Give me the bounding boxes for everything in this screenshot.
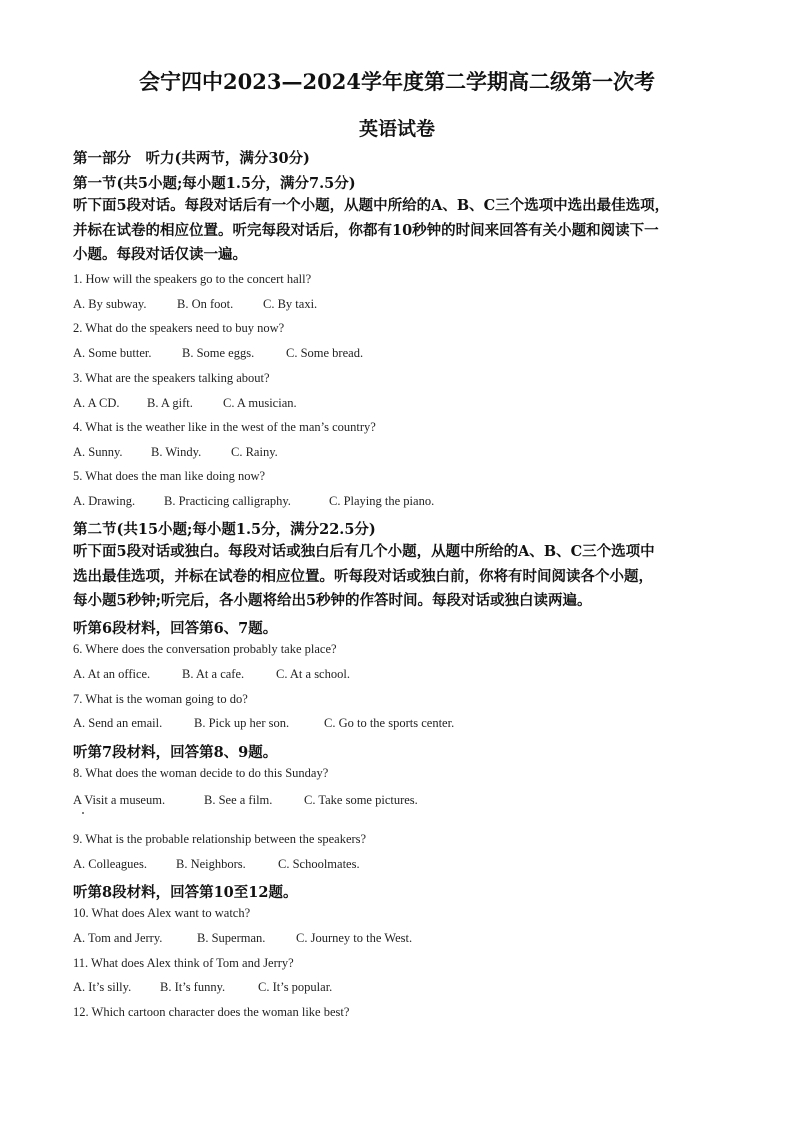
- option-a: A. A CD.: [73, 396, 120, 410]
- question-text: 12. Which cartoon character does the woman like best?: [73, 1005, 350, 1019]
- option-b: B. See a film.: [204, 793, 273, 807]
- option-b: B. A gift.: [147, 396, 193, 410]
- question-text: 1. How will the speakers go to the concert hall?: [73, 272, 312, 286]
- section-one-instruction: [73, 194, 725, 268]
- question-text: 4. What is the weather like in the west of the man’s country?: [73, 420, 376, 434]
- option-a: A. Colleagues.: [73, 857, 147, 871]
- option-b: B. Pick up her son.: [194, 716, 290, 730]
- option-a: A. Send an email.: [73, 716, 163, 730]
- instruction-line: 小题。每段对话仅读一遍。: [73, 246, 247, 263]
- question-options: [73, 346, 363, 361]
- option-c: C. Rainy.: [231, 445, 278, 459]
- option-b: B. Some eggs.: [182, 346, 255, 360]
- question-text: 6. Where does the conversation probably take place?: [73, 642, 337, 656]
- option-b: B. Practicing calligraphy.: [164, 494, 291, 508]
- question-text: 10. What does Alex want to watch?: [73, 906, 251, 920]
- question-options: [73, 980, 332, 995]
- question-text: 9. What is the probable relationship between the speakers?: [73, 832, 367, 846]
- option-c: C. At a school.: [276, 667, 350, 681]
- option-c: C. Playing the piano.: [329, 494, 435, 508]
- question-options: [73, 793, 418, 808]
- section-two-heading: 第二节(共15小题;每小题1.5分，满分22.5分): [73, 521, 376, 538]
- option-a: A. At an office.: [73, 667, 151, 681]
- instruction-line: 听下面5段对话或独白。每段对话或独白后有几个小题，从题中所给的A、B、C三个选项中: [73, 543, 655, 560]
- section-one-heading: 第一节(共5小题;每小题1.5分，满分7.5分): [73, 175, 356, 192]
- option-b: B. Windy.: [151, 445, 202, 459]
- question-text: 2. What do the speakers need to buy now?: [73, 321, 285, 335]
- question-options: [73, 667, 350, 682]
- option-a: A. By subway.: [73, 297, 147, 311]
- material-heading: 听第6段材料，回答第6、7题。: [73, 620, 278, 637]
- question-options: [73, 857, 360, 872]
- question-text: 5. What does the man like doing now?: [73, 469, 266, 483]
- material-heading: 听第8段材料，回答第10至12题。: [73, 884, 298, 901]
- option-b: B. Neighbors.: [176, 857, 246, 871]
- option-c: C. Go to the sports center.: [324, 716, 455, 730]
- option-a: A. Drawing.: [73, 494, 136, 508]
- option-b: B. At a cafe.: [182, 667, 245, 681]
- question-options: [73, 494, 434, 509]
- question-text: 7. What is the woman going to do?: [73, 692, 248, 706]
- option-c: C. By taxi.: [263, 297, 318, 311]
- option-c: C. Some bread.: [286, 346, 364, 360]
- stray-mark: [82, 812, 84, 814]
- material-heading: 听第7段材料，回答第8、9题。: [73, 744, 278, 761]
- instruction-line: 选出最佳选项，并标在试卷的相应位置。听每段对话或独白前，你将有时间阅读各个小题，: [73, 567, 653, 585]
- option-b: B. It’s funny.: [160, 980, 226, 994]
- question-options: [73, 396, 297, 411]
- option-a: A Visit a museum.: [73, 793, 166, 807]
- question-options: [73, 445, 278, 460]
- question-text: 11. What does Alex think of Tom and Jerry?: [73, 956, 294, 970]
- question-text: 8. What does the woman decide to do this Sunday?: [73, 766, 329, 780]
- option-c: C. Take some pictures.: [304, 793, 418, 807]
- option-b: B. On foot.: [177, 297, 234, 311]
- section-two-instruction: [73, 540, 725, 614]
- option-c: C. Journey to the West.: [296, 931, 413, 945]
- question-options: [73, 931, 412, 946]
- exam-subtitle: 英语试卷: [358, 118, 435, 140]
- part-one-heading: 第一部分 听力(共两节，满分30分): [73, 150, 310, 167]
- question-options: [73, 716, 454, 731]
- option-a: A. Some butter.: [73, 346, 152, 360]
- option-b: B. Superman.: [197, 931, 266, 945]
- option-a: A. It’s silly.: [73, 980, 132, 994]
- option-c: C. A musician.: [223, 396, 297, 410]
- option-a: A. Sunny.: [73, 445, 123, 459]
- option-c: C. Schoolmates.: [278, 857, 360, 871]
- instruction-line: 并标在试卷的相应位置。听完每段对话后，你都有10秒钟的时间来回答有关小题和阅读下一: [73, 221, 659, 239]
- instruction-line: 听下面5段对话。每段对话后有一个小题，从题中所给的A、B、C三个选项中选出最佳选项，: [73, 197, 670, 214]
- instruction-line: 每小题5秒钟;听完后，各小题将给出5秒钟的作答时间。每段对话或独白读两遍。: [73, 592, 592, 609]
- question-text: 3. What are the speakers talking about?: [73, 371, 270, 385]
- option-a: A. Tom and Jerry.: [73, 931, 163, 945]
- question-options: [73, 297, 317, 312]
- option-c: C. It’s popular.: [258, 980, 333, 994]
- exam-title: 会宁四中2023—2024学年度第二学期高二级第一次考: [139, 69, 655, 94]
